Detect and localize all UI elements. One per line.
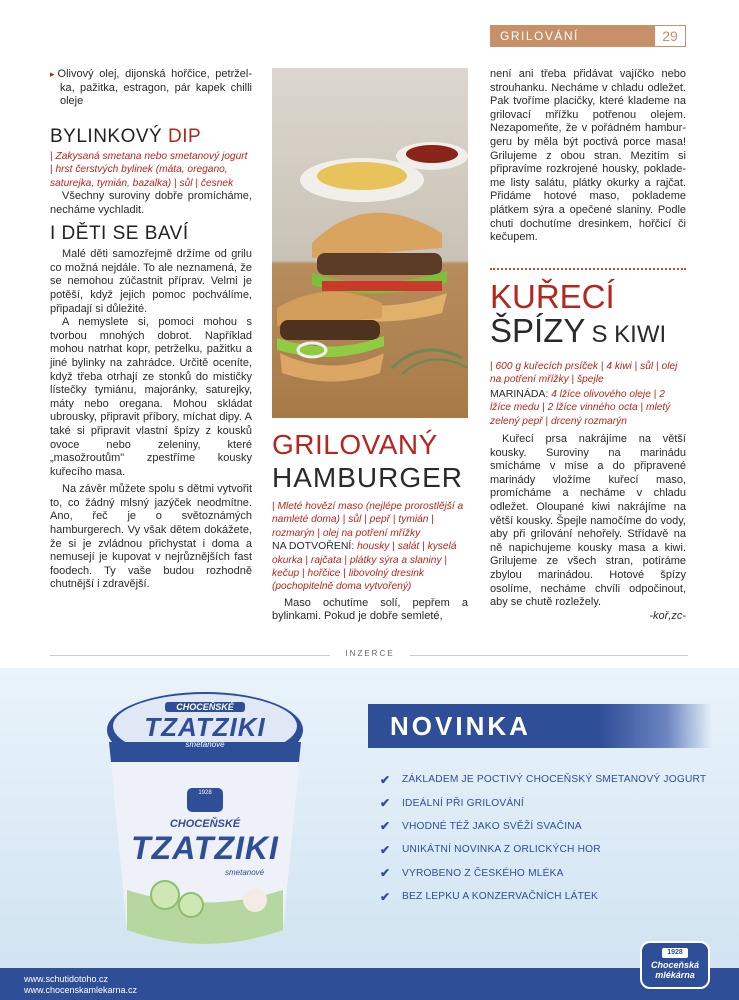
tub-lid-variant: smetanové [185,740,225,749]
ad-feature [380,862,706,885]
marinade-item: 2 lžíce vinného octa [547,402,638,414]
garnish-item: rajčata [310,554,342,566]
skewers-text: Kuřecí prsa nakrájíme na větší kousky. Suroviny na marinádu smícháme v míse a do připravené marinády vložíme kuřecí maso, promícháme a necháme v chladu odležet. Oloupané kiwi nakrájíme na větší kousky. Špejle namočíme do vody, aby při grilování nehořely. Střídavě na ně napichujeme kousky masa a kiwi. Grilujeme ze všech stran, potíráme zbylou marinádou. Hotové špízy osolíme, necháme chvíli odpočinout, aby se chutě rozležely. [490,433,686,609]
brand-logo-text: Choceňská mlékárna [650,960,700,980]
ad-feature [380,815,706,838]
skewers-ingredient: sůl [640,361,654,372]
hamburger-title-b: HAMBURGER [272,462,464,493]
tzatziki-tub-image [105,690,305,957]
tub-lid-product: TZATZIKI [144,712,266,742]
check-icon: ✔ [380,796,391,811]
check-icon: ✔ [380,772,391,787]
check-icon: ✔ [380,842,391,857]
burger-photo [272,68,468,418]
column-right [490,68,686,245]
hamburger-text: Maso ochutíme solí, pepřem a bylinkami. Pokud je dobře semleté, [272,596,468,623]
garnish-item: plátky sýra a slaniny [349,554,442,566]
divider-line [50,655,330,656]
brand-logo [640,941,710,989]
advertisement-label: INZERCE [330,649,410,658]
marinade-item: 4 lžíce olivového oleje [551,388,651,400]
skewers-ingredient: olej na potření mřížky [490,361,678,386]
kids-paragraph: A nemyslete si, pomoci mohou s tvorbou mnohých dobrot. Například mohou natrhat kopr, petrželku, pažitku a jiné bylinky na zahrádce. Určitě oceníte, když třeba otrhají ze stonků do mističky lístečky tymiánu, majoránky, saturejky, máty nebo oregana. Mohou skládat ubrousky, připravit příbory, míchat dipy. A také si připravit vlastní špízy z kousků ovoce nebo zeleniny, které „masožroutům" zpestříme kousky kuřecího masa. [50,316,252,478]
skewers-title-b: ŠPÍZY [490,312,586,349]
burger-illustration [272,68,468,418]
dip-title-a: BYLINKOVÝ [50,125,163,147]
marinade-item: drcený rozmarýn [551,415,627,427]
check-icon: ✔ [380,889,391,904]
tub-brand: CHOCEŇSKÉ [169,818,241,830]
ad-feature-text: BEZ LEPKU A KONZERVAČNÍCH LÁTEK [402,891,599,903]
garnish-label: NA DOTVOŘENÍ: [272,540,355,553]
column-left [50,68,252,592]
section-header [490,25,686,47]
column-right-skewers [490,280,686,623]
divider-line [410,655,688,656]
hamburger-ingredient: pepř [369,514,391,526]
garnish-item: libovolný dresink (pochopitelně doma vytvořený) [272,568,425,593]
marinade-ingredients: MARINÁDA: 4 lžíce olivového oleje | 2 lžíce medu | 2 lžíce vinného octa | mletý zelený pepř | drcený rozmarýn [490,387,671,427]
tub-product: TZATZIKI [131,830,279,866]
marinade-label: MARINÁDA: [490,387,549,400]
hamburger-ingredients: | Mleté hovězí maso (nejlépe prorostlější a namleté doma) | sůl | pepř | tymián | rozmarýn | olej na potření mřížky [272,501,464,539]
kids-paragraph: Na závěr můžete spolu s dětmi vytvořit to, co žádný mlsný jazýček neodmítne. Ano, řeč je o světoznámých hamburgerech. Vy však dětem dokážete, že si je zvládnou přichystat i doma a nemusejí je kupovat v nejrůznějších fast foodech. Ty vaše budou rozhodně chutnější i zdravější. [50,483,252,591]
hamburger-title [272,428,468,494]
kids-paragraph: Malé děti samozřejmě držíme od grilu co možná nejdále. To ale neznamená, že se nemohou zúčastnit příprav. Velmi je potěší, když jejich pomoc pochválíme, připadají si důležité. [50,248,252,315]
brand-logo-year: 1928 [662,948,688,958]
banner-ribbon [600,704,712,748]
skewers-title-a: KUŘECÍ [490,278,615,315]
dip-ingredient: hrst čerstvých bylinek (máta, oregano, saturejka, tymián, bazalka) [50,164,228,189]
ad-feature [380,885,706,908]
hamburger-ingredient: Mleté hovězí maso (nejlépe prorostlější a namleté doma) [272,501,464,526]
hamburger-garnish: NA DOTVOŘENÍ: housky | salát | kyselá okurka | rajčata | plátky sýra a slaniny | kečup | hořčice | libovolný dresink (pochopitelně doma vytvořený) [272,540,457,593]
ad-feature [380,838,706,861]
dip-ingredient: česnek [200,177,234,189]
ad-urls [24,974,137,996]
garnish-item: housky [357,541,390,553]
ad-feature-text: UNIKÁTNÍ NOVINKA Z ORLICKÝCH HOR [402,844,601,856]
ad-feature-list [380,768,706,908]
bullet-icon: ▸ [50,69,55,79]
dip-title [50,126,252,148]
skewers-ingredient: 4 kiwi [606,361,632,372]
garnish-item: salát [397,541,420,553]
tub-logo-year: 1928 [198,790,212,796]
garnish-item: kyselá okurka [272,541,457,566]
ad-url[interactable]: www.chocenskamlekarna.cz [24,985,138,995]
column-middle [272,428,468,624]
section-title: GRILOVÁNÍ [500,29,579,43]
dip-ingredient: sůl [179,177,193,189]
page-number: 29 [655,26,685,46]
herb-intro [50,68,252,109]
ad-url[interactable]: www.schutidotoho.cz [24,974,109,984]
skewers-title [490,280,686,352]
ad-feature-text: VYROBENO Z ČESKÉHO MLÉKA [402,867,564,879]
dip-ingredient: Zakysaná smetana nebo smetanový jogurt [55,150,248,162]
dip-text: Všechny suroviny dobře promícháme, necháme vychladit. [50,190,252,216]
author-signature: -koř,zc- [649,609,686,622]
tub-lid-brand: CHOCEŇSKÉ [165,702,245,712]
ad-feature [380,768,706,791]
hamburger-ingredient: tymián [398,514,429,526]
tub-variant: smetanové [225,868,265,877]
skewers-title-c: S KIWI [591,321,667,348]
dotted-separator [490,268,686,270]
check-icon: ✔ [380,866,391,881]
ad-feature-text: IDEÁLNÍ PŘI GRILOVÁNÍ [402,797,524,809]
hamburger-title-a: GRILOVANÝ [272,429,438,460]
ad-feature-text: VHODNÉ TÉŽ JAKO SVĚŽÍ SVAČINA [402,820,582,832]
check-icon: ✔ [380,819,391,834]
herb-intro-text: Olivový olej, dijonská hořčice, petrželka, pažitka, estragon, pár kapek chilli oleje [57,68,252,108]
skewers-ingredient: špejle [577,374,604,386]
dip-title-b: DIP [168,125,202,147]
hamburger-ingredient: sůl [348,514,362,526]
hamburger-text-cont: není ani třeba přidávat vajíčko nebo strouhanku. Necháme v chladu odležet. Pak tvoříme placičky, které klademe na grilovací mřížku potřenou olejem. Nezapomeňte, že v pořádném hamburgeru by měla být poctivá porce masa! Grilujeme z obou stran. Mezitím si připravíme rozkrojené housky, poklademe listy salátu, plátky okurky a rajčat. Přidáme hotové maso, poklademe plátkem sýra a opečené slaniny. Podle chuti dochutíme dresinkem, hořčicí či kečupem. [490,68,686,244]
ad-feature [380,791,706,814]
marinade-item: mletý zelený pepř [490,402,671,427]
hamburger-ingredient: olej na potření mřížky [322,527,421,539]
kids-title: I DĚTI SE BAVÍ [50,223,189,245]
marinade-item: 2 lžíce medu [490,388,665,414]
skewers-ingredient: 600 g kuřecích prsíček [495,361,598,372]
garnish-item: hořčice [307,568,341,580]
hamburger-ingredient: rozmarýn [272,527,315,539]
ad-feature-text: ZÁKLADEM JE POCTIVÝ CHOCEŇSKÝ SMETANOVÝ JOGURT [402,774,707,786]
skewers-ingredients: | 600 g kuřecích prsíček | 4 kiwi | sůl | olej na potření mřížky | špejle [490,361,678,386]
garnish-item: kečup [272,568,300,580]
dip-ingredients: | Zakysaná smetana nebo smetanový jogurt | hrst čerstvých bylinek (máta, oregano, saturejka, tymián, bazalka) | sůl | česnek [50,150,248,189]
novinka-banner: NOVINKA [368,704,600,748]
